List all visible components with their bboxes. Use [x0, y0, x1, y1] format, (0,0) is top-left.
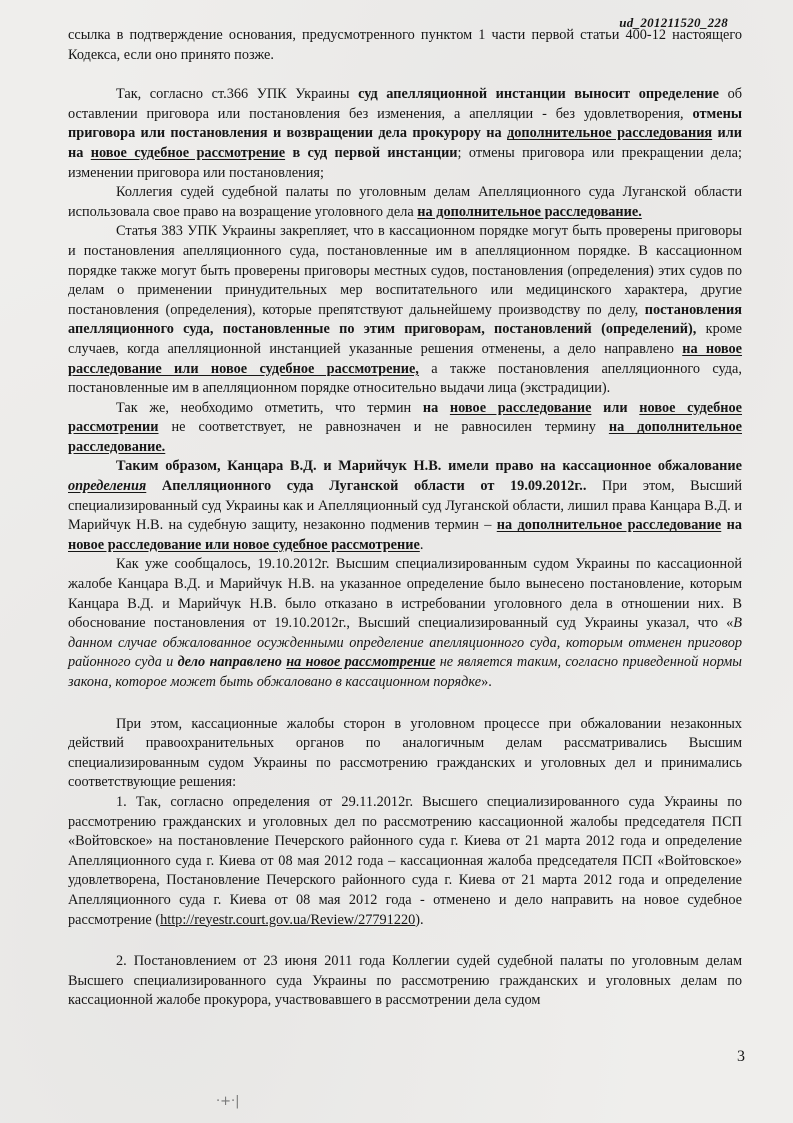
- bold-run: или на: [68, 125, 743, 161]
- bold-run: суд апелляционной инстанции выносит определение: [358, 86, 720, 103]
- paragraph-cassation-ruling: [68, 555, 742, 692]
- bold-run: Апелляционного суда Луганской области от 19.09.2012г..: [146, 478, 587, 495]
- bold-run: на: [422, 399, 450, 416]
- text-run: При этом, Высший специализированный суд Украины как и Апелляционный суд Луганской области, лишил права Канцара В.Д. и Марийчук Н.В. на судебную защиту, незаконно подменив термин –: [68, 478, 742, 534]
- bold-run: Таким образом, Канцара В.Д. и Марийчук Н.В. имели право на кассационное обжалование: [116, 458, 742, 475]
- bold-underlined-run: новое судебное рассмотрении: [68, 399, 742, 436]
- text-run: не соответствует, не равнозначен и не равносилен термину: [158, 419, 609, 436]
- text-run: ссылка в подтверждение основания, предусмотренного пунктом 1 части первой статьи 400-12 настоящего Кодекса, если оно принято позже.: [68, 27, 742, 63]
- bold-underlined-run: на дополнительное расследование: [496, 517, 722, 534]
- bold-underlined-run: на дополнительное расследование.: [68, 419, 742, 455]
- bold-italic-run: дело направлено: [177, 654, 287, 671]
- italic-run: В данном случае обжалованное осужденными определение апелляционного суда, которым отменен приговор районного суда и: [68, 615, 742, 671]
- paragraph-article-383: [68, 222, 742, 398]
- text-run: ; отмены приговора или прекращении дела; изменении приговора или постановления;: [68, 144, 742, 181]
- document-body: [68, 26, 742, 1011]
- text-run: а также постановления апелляционного суда, постановленные им в апелляционном порядке относительно выдачи лица (экстрадиции).: [68, 360, 742, 397]
- bold-run: в суд первой инстанции: [285, 144, 458, 161]
- paragraph-appeal-court-powers: [68, 85, 742, 183]
- bold-italic-underlined-run: определения: [68, 478, 147, 495]
- text-run: 2. Постановлением от 23 июня 2011 года Коллегии судей судебной палаты по уголовным делам Высшего специализированного суда Украины по рассмотрению гражданских и уголовных делам по кассационной жалобе прокурора, участвовавшего в рассмотрении дела судом: [68, 953, 742, 1009]
- page-number: 3: [737, 1048, 745, 1065]
- paragraph-continuation: [68, 26, 742, 65]
- bold-italic-underlined-run: на новое рассмотрение: [286, 654, 436, 671]
- scan-mark: ·+·|: [216, 1094, 240, 1109]
- text-run: Статья 383 УПК Украины закрепляет, что в кассационном порядке могут быть проверены приговоры и постановления апелляционного суда, постановленные им в апелляционном порядке. В кассационном порядке также могут быть проверены приговоры местных судов, постановления (определения) этих судов по делам о применении принудительных мер воспитательного или медицинского характера, другие постановления (определения), которые препятствуют дальнейшему производству по делу,: [68, 223, 742, 318]
- paragraph-collegium: [68, 183, 742, 222]
- paragraph-conclusion: [68, 457, 742, 555]
- bold-run: на: [721, 517, 742, 534]
- bold-run: или: [591, 399, 640, 416]
- text-run: 1. Так, согласно определения от 29.11.2012г. Высшего специализированного суда Украины по рассмотрению гражданских и уголовных дел по рассмотрению кассационной жалобы председателя ПСП «Войтовское» на постановление Печерского районного суда г. Киева от 21 марта 2012 года и определение Апелляционного суда г. Киева от 08 мая 2012 года – кассационная жалоба председателя ПСП «Войтовское» удовлетворена, Постановление Печерского районного суда г. Киева от 21 марта 2012 года и определение Апелляционного суда г. Киева от 08 мая 2012 года - отменено и дело направить на новое судебное рассмотрение (: [68, 793, 742, 928]
- paragraph-case-1: [68, 793, 742, 930]
- bold-underlined-run: дополнительное расследования: [507, 125, 713, 142]
- paragraph-terms: [68, 399, 742, 458]
- court-registry-link[interactable]: http://reyestr.court.gov.ua/Review/27791220: [160, 911, 416, 928]
- text-run: .: [419, 536, 424, 553]
- bold-underlined-run: новое расследование: [449, 399, 592, 416]
- text-run: Так, согласно ст.366 УПК Украины: [116, 86, 359, 103]
- bold-underlined-run: на дополнительное расследование.: [417, 203, 642, 220]
- document-id: ud_201211520_228: [619, 15, 728, 30]
- paragraph-similar-cases: [68, 715, 742, 793]
- text-run: об оставлении приговора или постановления без изменения, а апелляции - без удовлетворения,: [68, 86, 743, 122]
- text-run: кроме случаев, когда апелляционной инстанцией указанные решения отменены, а дело направлено: [68, 321, 742, 357]
- bold-underlined-run: новое расследование или новое судебное рассмотрение: [68, 536, 420, 553]
- text-run: Так же, необходимо отметить, что термин: [116, 399, 423, 416]
- text-run: Как уже сообщалось, 19.10.2012г. Высшим специализированным судом Украины по кассационной жалобе Канцара В.Д. и Марийчук Н.В. на указанное определение было вынесено постановление, которым Канцара В.Д. и Марийчук Н.В. было отказано в истребовании уголовного дела в отношении них. В обоснование постановления от 19.10.2012г., Высший специализированный суд Украины указал, что «: [68, 556, 742, 632]
- paragraph-case-2: [68, 952, 742, 1011]
- bold-run: постановления апелляционного суда, постановленные по этим приговорам, постановлений (определений),: [68, 301, 742, 338]
- italic-run: не является таким, согласно приведенной нормы закона, которое может быть обжаловано в кассационном порядке: [68, 654, 742, 690]
- text-run: При этом, кассационные жалобы сторон в уголовном процессе при обжаловании незаконных действий правоохранительных органов по аналогичным делам рассматривались Высшим специализированным судом Украины по рассмотрению гражданских и уголовных дел и принимались соответствующие решения:: [68, 715, 742, 791]
- bold-underlined-run: новое судебное рассмотрение: [90, 144, 286, 161]
- text-run: Коллегия судей судебной палаты по уголовным делам Апелляционного суда Луганской области использовала свое право на возращение уголовного дела: [68, 184, 742, 220]
- bold-underlined-run: на новое расследование или новое судебное рассмотрение,: [68, 340, 742, 377]
- text-run: ».: [481, 674, 492, 690]
- bold-run: отмены приговора или постановления и возвращении дела прокурору на: [68, 105, 742, 142]
- text-run: ).: [415, 911, 424, 928]
